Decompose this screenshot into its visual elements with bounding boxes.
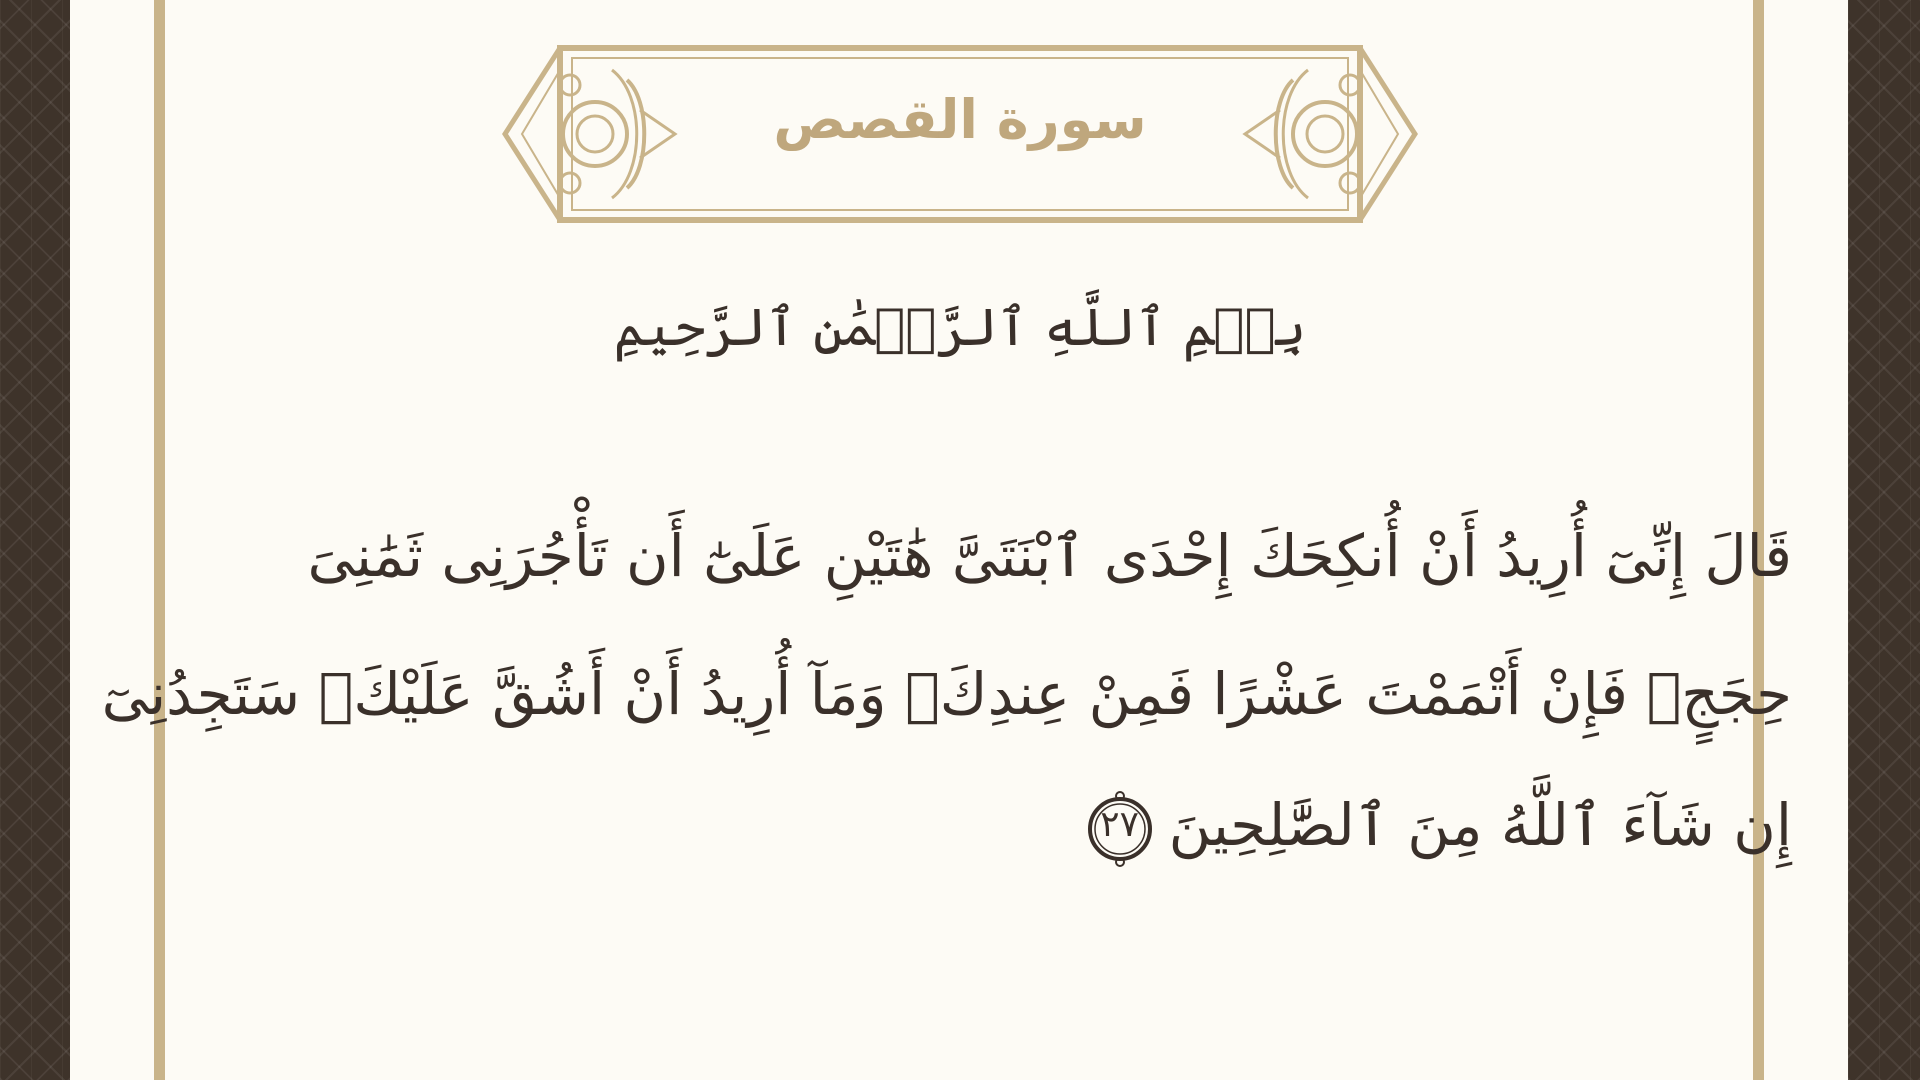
ayah-number: ٢٧ xyxy=(1100,804,1139,845)
surah-title: سورة القصص xyxy=(773,88,1147,151)
verse-line-2: حِجَجٍۖ فَإِنْ أَتْمَمْتَ عَشْرًا فَمِنْ عِندِكَۖ وَمَآ أُرِيدُ أَنْ أَشُقَّ عَلَيْكَۚ سَتَجِدُنِىٓ xyxy=(101,660,1792,728)
left-ornamental-border xyxy=(0,0,70,1080)
ayah-end-marker xyxy=(1081,790,1159,868)
surah-header-banner xyxy=(500,40,1420,230)
verse-line-3-text: إِن شَآءَ ٱللَّهُ مِنَ ٱلصَّٰلِحِينَ xyxy=(1168,791,1792,860)
verse-line-1: قَالَ إِنِّىٓ أُرِيدُ أَنْ أُنكِحَكَ إِحْدَى ٱبْنَتَىَّ هَٰتَيْنِ عَلَىٰٓ أَن تَأْجُرَنِى ثَمَٰنِىَ xyxy=(307,522,1792,590)
basmala: بِسۡمِ ٱللَّهِ ٱلرَّحۡمَٰنِ ٱلرَّحِيمِ xyxy=(613,298,1307,358)
right-ornamental-border xyxy=(1848,0,1920,1080)
verse-line-3 xyxy=(92,790,1792,868)
